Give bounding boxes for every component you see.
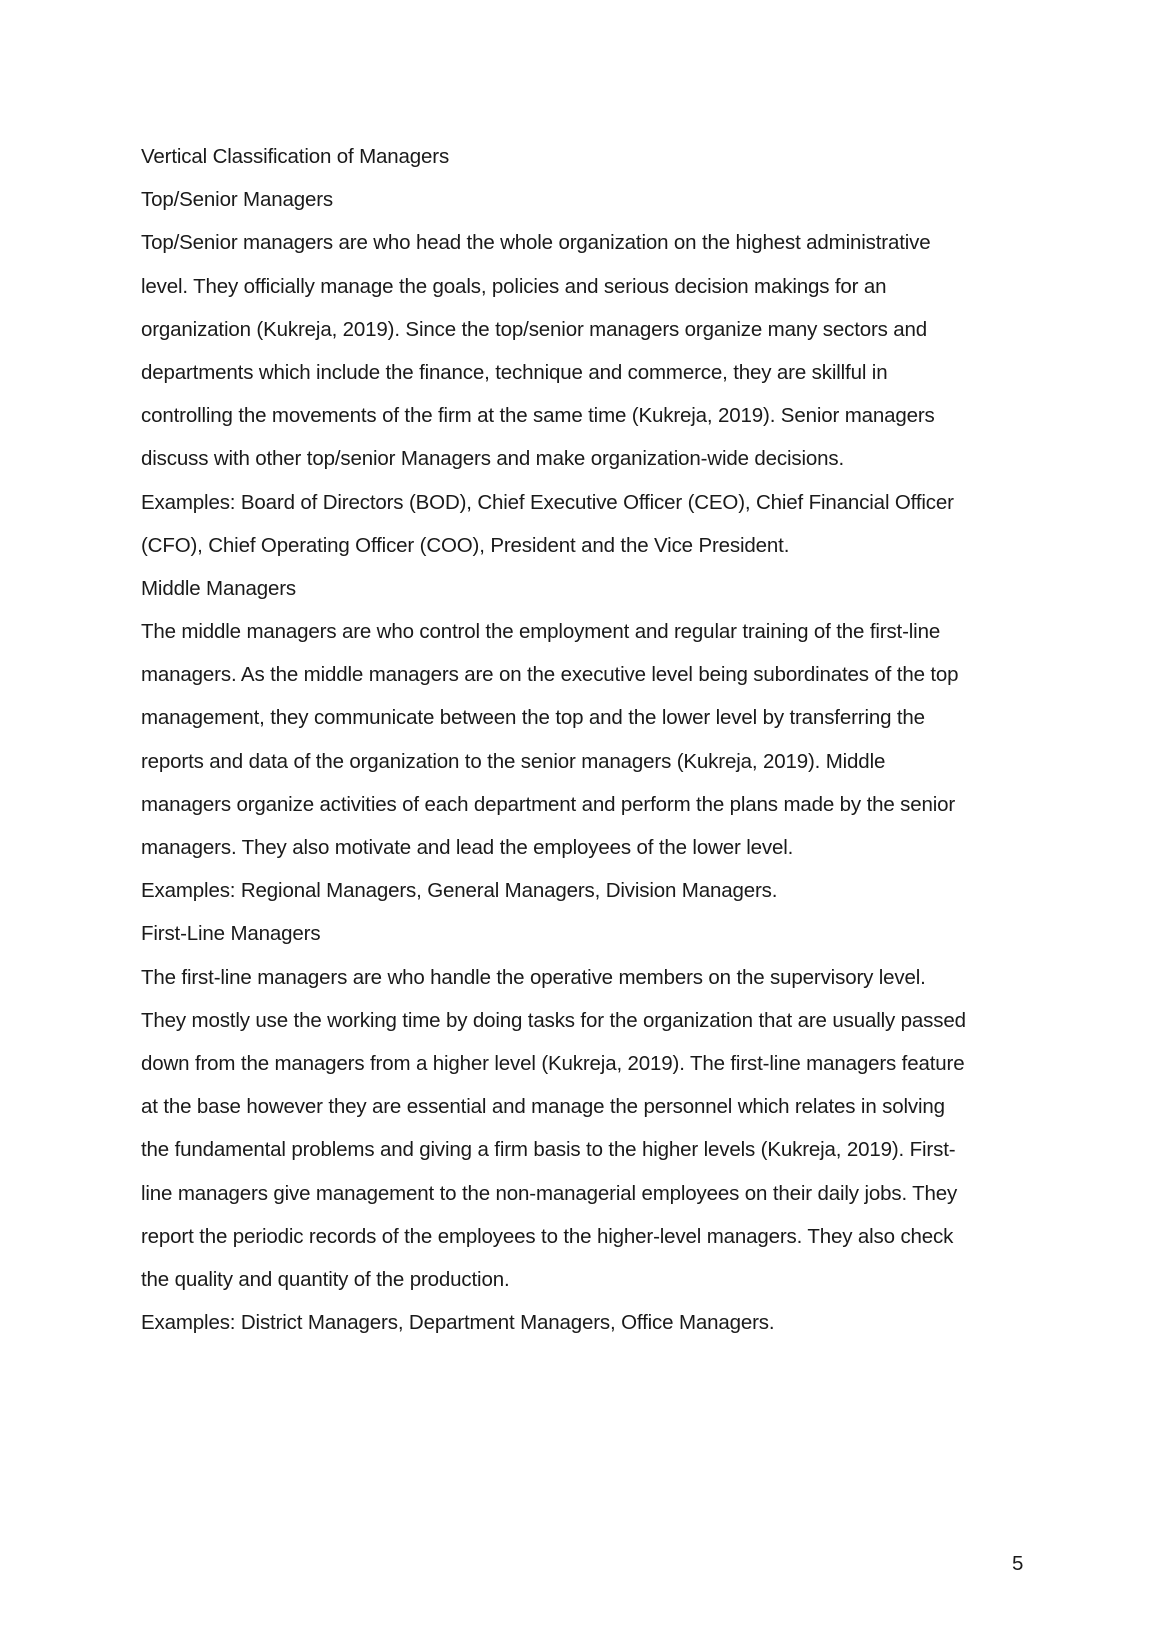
paragraph-line: down from the managers from a higher level (Kukreja, 2019). The first-line managers feature xyxy=(141,1051,965,1075)
subheading-top-senior-managers: Top/Senior Managers xyxy=(141,188,334,212)
paragraph-line: the fundamental problems and giving a firm basis to the higher levels (Kukreja, 2019). First- xyxy=(141,1138,956,1162)
paragraph-line: The first-line managers are who handle the operative members on the supervisory level. xyxy=(141,965,926,989)
paragraph-line: line managers give management to the non-managerial employees on their daily jobs. They xyxy=(141,1181,958,1205)
paragraph-line: report the periodic records of the employees to the higher-level managers. They also check xyxy=(141,1224,954,1248)
subheading-first-line-managers: First-Line Managers xyxy=(141,922,321,946)
paragraph-line: the quality and quantity of the production. xyxy=(141,1267,510,1291)
subheading-middle-managers: Middle Managers xyxy=(141,576,296,600)
paragraph-line: Top/Senior managers are who head the whole organization on the highest administrative xyxy=(141,231,931,255)
paragraph-line: at the base however they are essential and manage the personnel which relates in solving xyxy=(141,1095,945,1119)
paragraph-line: management, they communicate between the top and the lower level by transferring the xyxy=(141,706,925,730)
paragraph-line: managers. They also motivate and lead the employees of the lower level. xyxy=(141,836,794,859)
page-number: 5 xyxy=(1012,1552,1024,1575)
paragraph-line: reports and data of the organization to the senior managers (Kukreja, 2019). Middle xyxy=(141,749,886,773)
examples-line: (CFO), Chief Operating Officer (COO), President and the Vice President. xyxy=(141,533,790,557)
examples-line: Examples: District Managers, Department Managers, Office Managers. xyxy=(141,1311,775,1335)
examples-line: Examples: Board of Directors (BOD), Chief Executive Officer (CEO), Chief Financial Officer xyxy=(141,490,954,514)
paragraph-line: organization (Kukreja, 2019). Since the top/senior managers organize many sectors and xyxy=(141,317,928,341)
paragraph-line: discuss with other top/senior Managers and make organization-wide decisions. xyxy=(141,447,845,471)
paragraph-line: departments which include the finance, technique and commerce, they are skillful in xyxy=(141,360,888,384)
paragraph-line: The middle managers are who control the employment and regular training of the first-line xyxy=(141,620,941,644)
document-body xyxy=(141,135,1041,1344)
paragraph-line: They mostly use the working time by doing tasks for the organization that are usually passed xyxy=(141,1008,966,1032)
paragraph-line: level. They officially manage the goals, policies and serious decision makings for an xyxy=(141,274,887,298)
paragraph-line: managers organize activities of each department and perform the plans made by the senior xyxy=(141,792,956,816)
examples-line: Examples: Regional Managers, General Managers, Division Managers. xyxy=(141,879,778,903)
paragraph-line: controlling the movements of the firm at the same time (Kukreja, 2019). Senior managers xyxy=(141,404,935,428)
section-heading: Vertical Classification of Managers xyxy=(141,145,450,168)
paragraph-line: managers. As the middle managers are on the executive level being subordinates of the top xyxy=(141,663,959,687)
